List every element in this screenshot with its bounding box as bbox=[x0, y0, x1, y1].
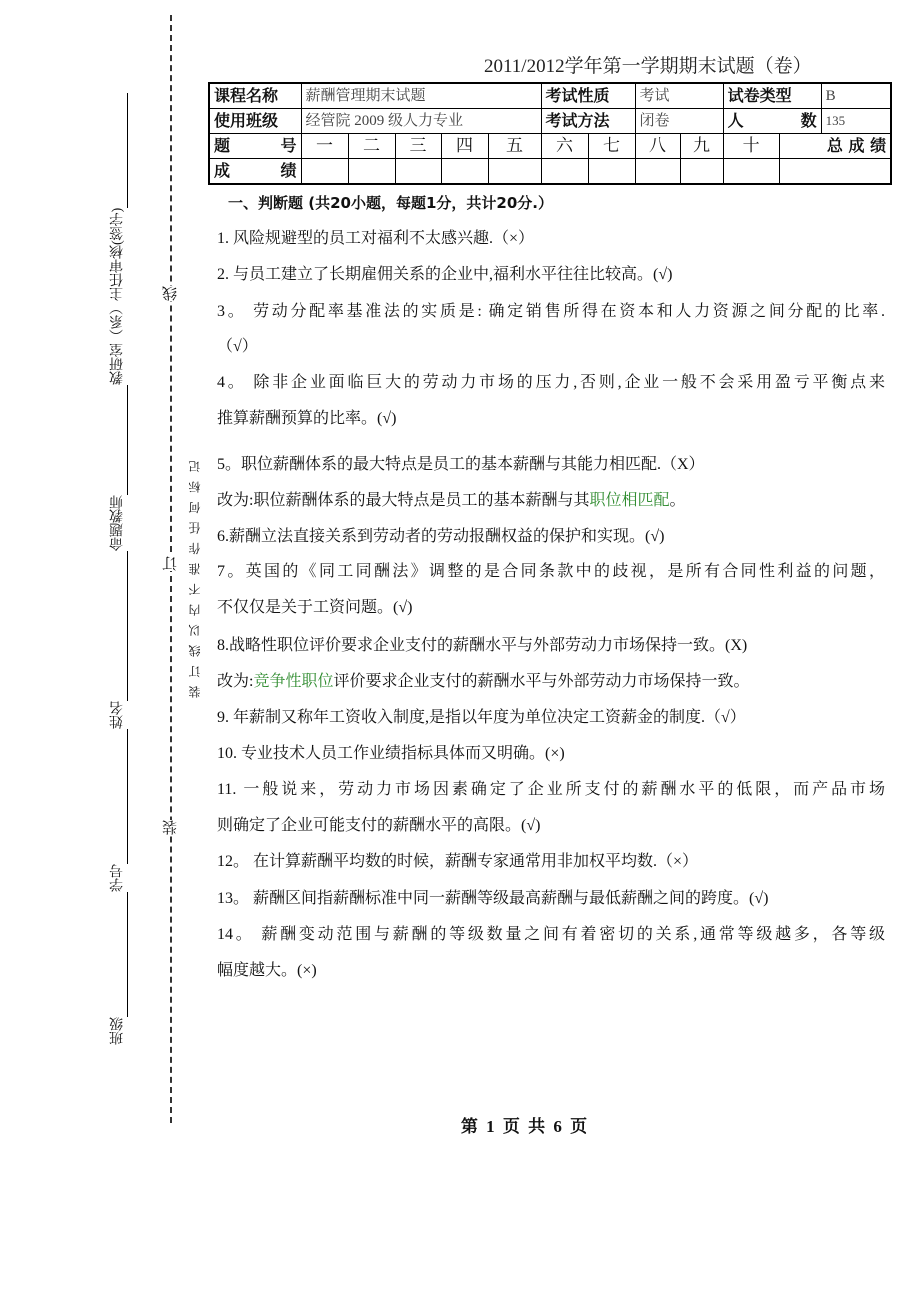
binding-mark-line: 线 bbox=[163, 286, 179, 301]
class-row bbox=[209, 109, 891, 134]
total-score-cell[interactable] bbox=[779, 159, 891, 185]
question-line: 2. 与员工建立了长期雇佣关系的企业中,福利水平往往比较高。(√) bbox=[217, 266, 673, 283]
qnum-cell: 八 bbox=[635, 134, 680, 159]
question-line: 13。 薪酬区间指薪酬标准中同一薪酬等级最高薪酬与最低薪酬之间的跨度。(√) bbox=[217, 890, 769, 907]
question-line: 推算薪酬预算的比率。(√) bbox=[217, 410, 397, 427]
binding-mark-bind: 装 bbox=[163, 820, 179, 835]
nature-label: 考试性质 bbox=[541, 83, 635, 109]
total-label: 总 成 绩 bbox=[779, 134, 891, 159]
type-value: B bbox=[821, 83, 891, 109]
question-line: 幅度越大。(×) bbox=[217, 962, 317, 979]
question-number-row bbox=[209, 134, 891, 159]
qnum-cell: 二 bbox=[348, 134, 395, 159]
teacher-blank bbox=[110, 385, 128, 495]
question-line: 9. 年薪制又称年工资收入制度,是指以年度为单位决定工资薪金的制度.（√） bbox=[217, 709, 746, 726]
question-line: 7。英国的《同工同酬法》调整的是合同条款中的歧视，是所有合同性利益的问题， bbox=[217, 563, 885, 580]
score-cell[interactable] bbox=[395, 159, 441, 185]
class-value: 经管院 2009 级人力专业 bbox=[301, 109, 541, 134]
question-line: 3。 劳动分配率基准法的实质是: 确定销售所得在资本和人力资源之间分配的比率. bbox=[217, 303, 885, 320]
exam-info-table bbox=[208, 82, 892, 185]
name-label: 姓名 bbox=[110, 701, 125, 729]
method-label: 考试方法 bbox=[541, 109, 635, 134]
score-cell[interactable] bbox=[348, 159, 395, 185]
count-value: 135 bbox=[821, 109, 891, 134]
score-cell[interactable] bbox=[635, 159, 680, 185]
question-line: 8.战略性职位评价要求企业支付的薪酬水平与外部劳动力市场保持一致。(X) bbox=[217, 637, 748, 654]
class-label: 班级 bbox=[110, 1017, 125, 1045]
nature-value: 考试 bbox=[635, 83, 723, 109]
question-line: 6.薪酬立法直接关系到劳动者的劳动报酬权益的保护和实现。(√) bbox=[217, 528, 665, 545]
question-line: 10. 专业技术人员工作业绩指标具体而又明确。(×) bbox=[217, 745, 565, 762]
question-line: 1. 风险规避型的员工对福利不太感兴趣.（×） bbox=[217, 230, 535, 247]
question-line: 4。 除非企业面临巨大的劳动力市场的压力,否则,企业一般不会采用盈亏平衡点来 bbox=[217, 374, 885, 391]
score-cell[interactable] bbox=[441, 159, 488, 185]
question-line: 不仅仅是关于工资问题。(√) bbox=[217, 599, 413, 616]
qnum-cell: 九 bbox=[680, 134, 723, 159]
method-value: 闭卷 bbox=[635, 109, 723, 134]
class-label: 使用班级 bbox=[209, 109, 301, 134]
qnum-cell: 十 bbox=[723, 134, 779, 159]
course-label: 课程名称 bbox=[209, 83, 301, 109]
correction-highlight: 职位相匹配 bbox=[589, 492, 670, 509]
exam-title: 2011/2012学年第一学期期末试题（卷） bbox=[484, 56, 812, 77]
correction-highlight: 竞争性职位 bbox=[253, 673, 334, 690]
course-row bbox=[209, 83, 891, 109]
score-cell[interactable] bbox=[301, 159, 348, 185]
correction-q8: 改为:竞争性职位评价要求企业支付的薪酬水平与外部劳动力市场保持一致。 bbox=[217, 673, 750, 690]
question-line: 11. 一般说来，劳动力市场因素确定了企业所支付的薪酬水平的低限，而产品市场 bbox=[217, 781, 885, 798]
qnum-label: 题 号 bbox=[214, 136, 297, 155]
binding-notice: 装订线以内不准作任何标记 bbox=[188, 452, 202, 698]
question-line: 则确定了企业可能支付的薪酬水平的高限。(√) bbox=[217, 817, 541, 834]
page-footer: 第 1 页 共 6 页 bbox=[460, 1117, 590, 1136]
student-id-label: 学号 bbox=[110, 864, 125, 892]
score-cell[interactable] bbox=[723, 159, 779, 185]
teacher-label: 命题教师 bbox=[110, 495, 125, 551]
count-label: 人 数 bbox=[727, 111, 817, 130]
qnum-cell: 六 bbox=[541, 134, 588, 159]
score-cell[interactable] bbox=[680, 159, 723, 185]
question-line: 5。职位薪酬体系的最大特点是员工的基本薪酬与其能力相匹配.（X） bbox=[217, 456, 705, 473]
course-value: 薪酬管理期末试题 bbox=[301, 83, 541, 109]
director-blank bbox=[110, 93, 128, 208]
qnum-cell: 七 bbox=[588, 134, 635, 159]
name-blank bbox=[110, 551, 128, 701]
score-row bbox=[209, 159, 891, 185]
signature-column bbox=[110, 40, 128, 1045]
score-label: 成 绩 bbox=[214, 161, 297, 180]
score-cell[interactable] bbox=[588, 159, 635, 185]
correction-q5: 改为:职位薪酬体系的最大特点是员工的基本薪酬与其职位相匹配。 bbox=[217, 492, 686, 509]
question-line: （√） bbox=[217, 338, 258, 355]
qnum-cell: 五 bbox=[488, 134, 541, 159]
score-cell[interactable] bbox=[488, 159, 541, 185]
qnum-cell: 一 bbox=[301, 134, 348, 159]
student-id-blank bbox=[110, 729, 128, 864]
qnum-cell: 三 bbox=[395, 134, 441, 159]
binding-mark-order: 订 bbox=[163, 556, 179, 571]
director-label: 教研室（系）主任审核(签字) bbox=[110, 207, 125, 385]
type-label: 试卷类型 bbox=[723, 83, 821, 109]
qnum-cell: 四 bbox=[441, 134, 488, 159]
question-line: 14。 薪酬变动范围与薪酬的等级数量之间有着密切的关系,通常等级越多，各等级 bbox=[217, 926, 885, 943]
question-line: 12。 在计算薪酬平均数的时候，薪酬专家通常用非加权平均数.（×） bbox=[217, 853, 699, 870]
score-cell[interactable] bbox=[541, 159, 588, 185]
section-title: 一、判断题 (共20小题，每题1分，共计20分.） bbox=[228, 194, 553, 212]
class-blank bbox=[110, 892, 128, 1017]
